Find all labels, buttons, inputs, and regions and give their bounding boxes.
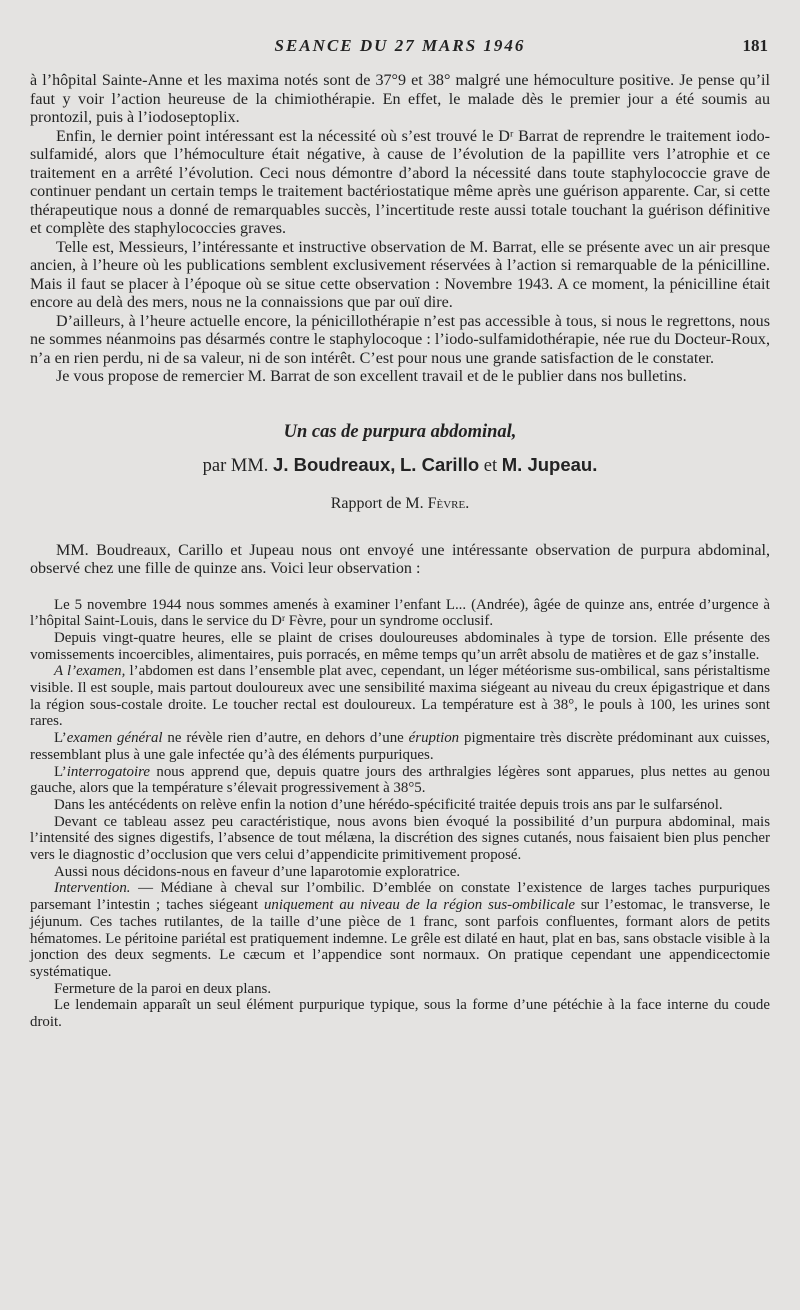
paragraph-text: l’abdomen est dans l’ensemble plat avec, cependant, un léger météorisme sus-ombilical, sans péristaltisme visible. Il est souple, mais partout douloureux avec une sensibilité maxima siégeant au niveau du creux épigastrique et dans la région sous-costale droite. Le toucher rectal est douloureux. La température est à 38°, le pouls à 100, les urines sont rares. bbox=[30, 663, 770, 730]
italic-phrase: A l’examen, bbox=[54, 663, 126, 680]
page-number: 181 bbox=[742, 36, 768, 55]
article-title: Un cas de purpura abdominal, bbox=[283, 421, 517, 442]
italic-phrase: examen général bbox=[66, 730, 163, 747]
paragraph-text: pigmentaire très discrète prédominant aux cuisses, ressemblant plus à une gale infectée qu’à des éléments purpuriques. bbox=[30, 730, 770, 763]
author-line bbox=[30, 453, 770, 478]
paragraph: Enfin, le dernier point intéressant est la nécessité où s’est trouvé le Dʳ Barrat de reprendre le traitement iodo-sulfamidé, alors que l’hémoculture était négative, à cause de l’évolution de la papillite vers l’atrophie et ce traitement en a arrêté l’évolution. Ceci nous démontre d’abord la nécessité dans toute staphylococcie grave de continuer pendant un certain temps le traitement bactériostatique même après une guérison apparente. Car, si cette thérapeutique nous a donné de remarquables succès, l’incertitude reste aussi totale touchant la guérison définitive et complète des staphylococcies graves. bbox=[30, 127, 770, 237]
report-line bbox=[30, 494, 770, 514]
observation-paragraph bbox=[30, 880, 770, 980]
report-prefix: Rapport de M. bbox=[330, 494, 424, 512]
observation-paragraph: Fermeture de la paroi en deux plans. bbox=[54, 980, 272, 997]
observation-paragraph: Devant ce tableau assez peu caractéristique, nous avons bien évoqué la possibilité d’un purpura abdominal, mais l’intensité des signes digestifs, l’absence de tout mélæna, la discrétion des signes cutanés, nous faisaient bien plus pencher vers le diagnostic d’occlusion que vers celui d’appendicite primitivement proposé. bbox=[30, 813, 770, 864]
observation-paragraph: Aussi nous décidons-nous en faveur d’une laparotomie exploratrice. bbox=[54, 863, 461, 880]
observation-section bbox=[30, 597, 770, 1031]
observation-paragraph: Le 5 novembre 1944 nous sommes amenés à examiner l’enfant L... (Andrée), âgée de quinze ans, entrée d’urgence à l’hôpital Saint-Louis, dans le service du Dʳ Fèvre, pour un syndrome occlusif. bbox=[30, 596, 770, 630]
paragraph-text: nous apprend que, depuis quatre jours des arthralgies légères sont apparues, plus nettes au genou gauche, alors que la température s’élevait progressivement à 38°5. bbox=[30, 763, 770, 797]
running-title: SEANCE DU 27 MARS 1946 bbox=[274, 36, 526, 55]
paragraph-text: sur l’estomac, le transverse, le jéjunum. Ces taches rutilantes, de la taille d’une pièce de 1 franc, sont parfois confluentes, formant alors de petits hématomes. Le péritoine pariétal est pratiquement indemne. Le grêle est dilaté en haut, plat en bas, sans obstacle visible à la jonction des deux segments. Le cæcum et l’appendice sont normaux. On pratique cependant une appendicectomie systématique. bbox=[30, 897, 770, 980]
paragraph: Telle est, Messieurs, l’intéressante et instructive observation de M. Barrat, elle se présente avec un air presque ancien, à l’heure où les publications semblent exclusivement réservées à l’action si remarquable de la pénicilline. Mais il faut se placer à l’époque où se situe cette observation : Novembre 1943. A ce moment, la pénicilline était encore au delà des mers, nous ne la connaissions que par ouï dire. bbox=[30, 238, 770, 311]
author-conjunction: et bbox=[483, 455, 498, 476]
observation-paragraph bbox=[30, 730, 770, 763]
observation-paragraph bbox=[30, 764, 770, 797]
paragraph: à l’hôpital Sainte-Anne et les maxima notés sont de 37°9 et 38° malgré une hémoculture positive. Je pense qu’il faut y voir l’action heureuse de la chimiothérapie. En effet, le malade dès le premier jour a été soumis au prontozil, puis à l’iodoseptoplix. bbox=[30, 72, 770, 126]
paragraph-text: L’ bbox=[54, 763, 67, 780]
italic-phrase: Intervention. bbox=[54, 880, 131, 897]
page-body bbox=[30, 72, 770, 1031]
italic-phrase: interrogatoire bbox=[66, 763, 150, 780]
italic-phrase: éruption bbox=[408, 730, 460, 747]
paragraph-text: L’ bbox=[54, 730, 67, 747]
author-name: M. Jupeau. bbox=[501, 453, 598, 475]
observation-paragraph: Le lendemain apparaît un seul élément purpurique typique, sous la forme d’une pétéchie à la face interne du coude droit. bbox=[30, 997, 770, 1031]
observation-paragraph: Dans les antécédents on relève enfin la notion d’une hérédo-spécificité traitée depuis trois ans par le sulfarsénol. bbox=[54, 796, 723, 813]
author-name: J. Boudreaux, bbox=[273, 453, 396, 475]
paragraph: Je vous propose de remercier M. Barrat de son excellent travail et de le publier dans nos bulletins. bbox=[56, 368, 687, 385]
observation-paragraph: Depuis vingt-quatre heures, elle se plaint de crises douloureuses abdominales à type de torsion. Elle présente des vomissements incoercibles, alimentaires, puis porracés, en même temps qu’un arrêt absolu de matières et de gaz s’installe. bbox=[30, 629, 770, 663]
observation-paragraph bbox=[30, 663, 770, 730]
page-header bbox=[0, 36, 800, 62]
paragraph-text: — Médiane à cheval sur l’ombilic. D’emblée on constate l’existence de larges taches purpuriques parsemant l’intestin ; taches siégeant bbox=[30, 880, 770, 914]
reporter-name: Fèvre. bbox=[427, 494, 470, 512]
italic-phrase: uniquement au niveau de la région sus-ombilicale bbox=[263, 897, 575, 914]
paragraph-text: ne révèle rien d’autre, en dehors d’une bbox=[162, 730, 409, 747]
paragraph: D’ailleurs, à l’heure actuelle encore, la pénicillothérapie n’est pas accessible à tous, si nous le regrettons, nous ne sommes néanmoins pas désarmés contre le staphylocoque : l’iodo-sulfamidothérapie, née rue du Docteur-Roux, n’a en rien perdu, ni de sa valeur, ni de son intérêt. C’est pour nous une grande satisfaction de le constater. bbox=[30, 312, 770, 367]
intro-paragraph: MM. Boudreaux, Carillo et Jupeau nous ont envoyé une intéressante observation de purpura abdominal, observé chez une fille de quinze ans. Voici leur observation : bbox=[30, 541, 770, 577]
author-prefix: par MM. bbox=[202, 455, 269, 476]
author-name: L. Carillo bbox=[400, 453, 480, 475]
